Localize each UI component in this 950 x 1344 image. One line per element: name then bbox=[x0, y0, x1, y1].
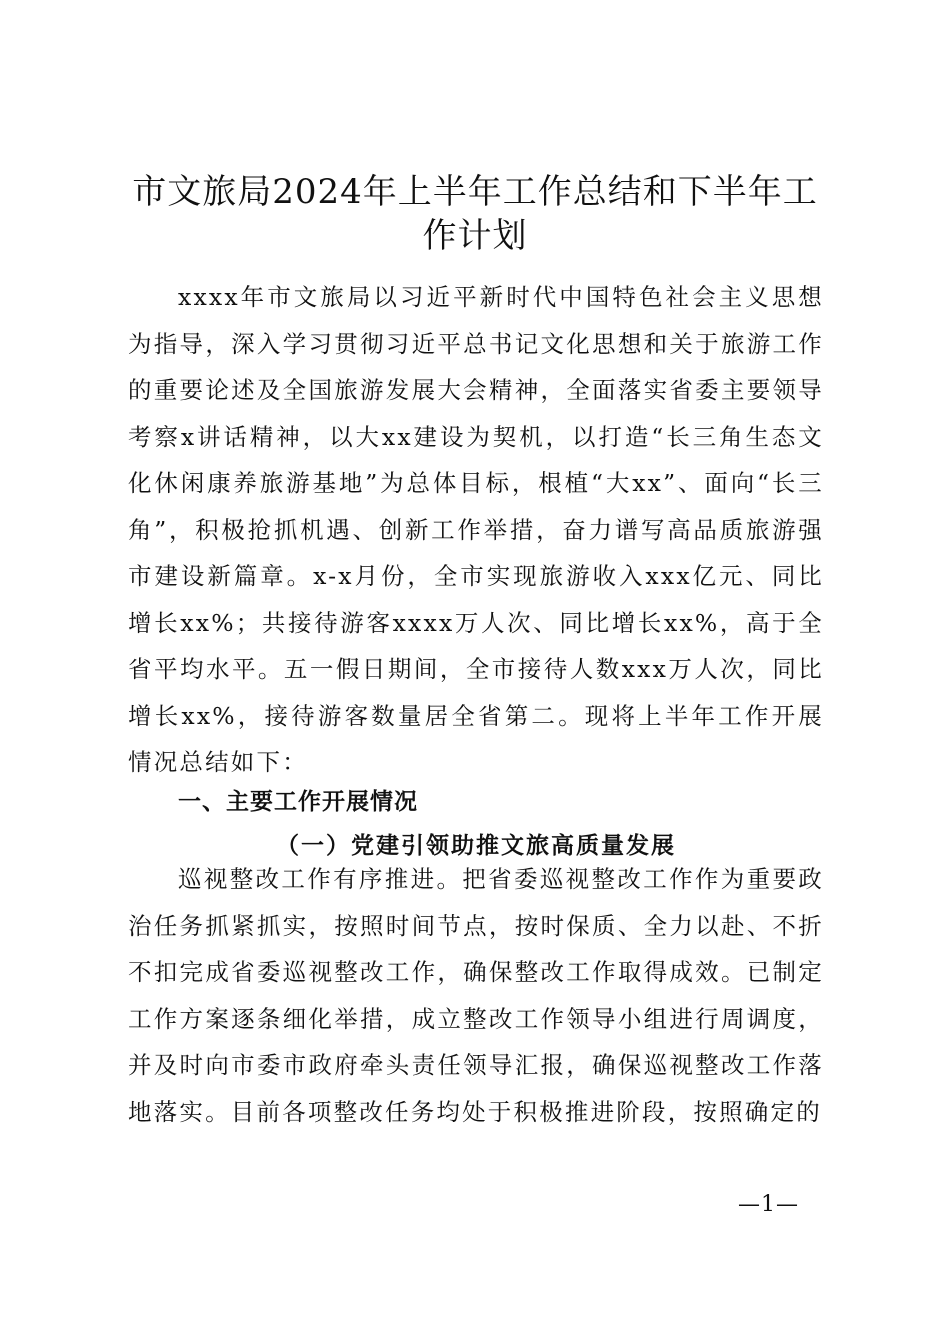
intro-paragraph: xxxx年市文旅局以习近平新时代中国特色社会主义思想为指导，深入学习贯彻习近平总书记文化思想和关于旅游工作的重要论述及全国旅游发展大会精神，全面落实省委主要领导考察x讲话精神，以大xx建设为契机，以打造“长三角生态文化休闲康养旅游基地”为总体目标，根植“大xx”、面向“长三角”，积极抢抓机遇、创新工作举措，奋力谱写高品质旅游强市建设新篇章。x-x月份，全市实现旅游收入xxx亿元、同比增长xx%；共接待游客xxxx万人次、同比增长xx%，高于全省平均水平。五一假日期间，全市接待人数xxx万人次，同比增长xx%，接待游客数量居全省第二。现将上半年工作开展情况总结如下： bbox=[128, 283, 824, 776]
body-paragraph: 巡视整改工作有序推进。把省委巡视整改工作作为重要政治任务抓紧抓实，按照时间节点，按时保质、全力以赴、不折不扣完成省委巡视整改工作，确保整改工作取得成效。已制定工作方案逐条细化举措，成立整改工作领导小组进行周调度，并及时向市委市政府牵头责任领导汇报，确保巡视整改工作落地落实。目前各项整改任务均处于积极推进阶段，按照确定的 bbox=[128, 865, 824, 1126]
document-title: 市文旅局2024年上半年工作总结和下半年工作计划 bbox=[132, 172, 818, 256]
page-number: —1— bbox=[738, 1192, 799, 1217]
section-heading: 一、主要工作开展情况 bbox=[178, 789, 418, 815]
subsection-heading: （一）党建引领助推文旅高质量发展 bbox=[276, 832, 676, 859]
